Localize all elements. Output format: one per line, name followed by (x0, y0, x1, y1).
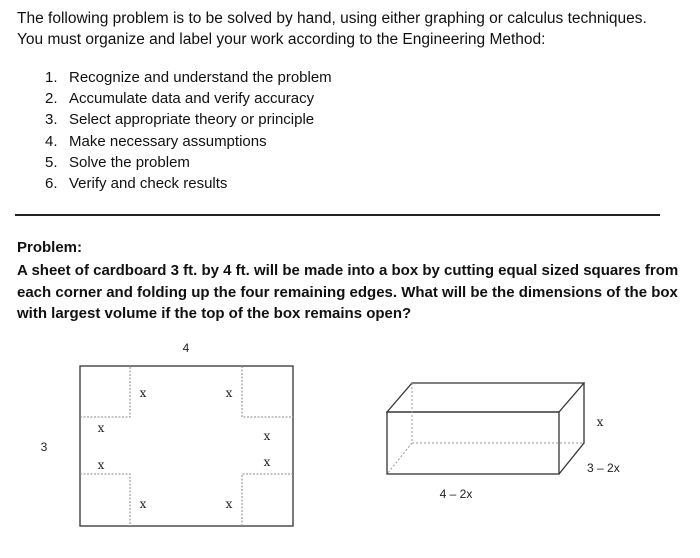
problem-heading: Problem: (17, 239, 83, 256)
box-top-opening (387, 383, 584, 412)
cut-label: x (225, 497, 233, 511)
box-depth-label: 3 – 2x (587, 461, 620, 475)
step-number: 4. (45, 132, 58, 150)
step-text: Solve the problem (69, 153, 190, 171)
step-number: 1. (45, 69, 58, 86)
instructions-line-2: You must organize and label your work according to the Engineering Method: (17, 31, 546, 48)
box-length-label: 4 – 2x (439, 487, 473, 501)
step-text: Accumulate data and verify accuracy (69, 90, 315, 108)
cut-top-left (80, 366, 130, 417)
cut-label: x (139, 386, 147, 400)
box-height-label: x (596, 415, 604, 429)
box-hidden-edge (387, 443, 412, 474)
step-number: 3. (45, 111, 58, 129)
cut-label: x (263, 455, 271, 469)
step-number: 6. (45, 175, 58, 193)
step-text: Recognize and understand the problem (69, 69, 332, 86)
cut-label: x (139, 497, 147, 511)
sheet-outline (80, 366, 293, 526)
step-text: Select appropriate theory or principle (69, 111, 315, 129)
cut-label: x (263, 429, 271, 443)
sheet-height-label: 3 (40, 440, 48, 454)
cut-label: x (97, 421, 105, 435)
box-hidden-edges (412, 383, 584, 443)
cut-label: x (97, 458, 105, 472)
step-number: 2. (45, 90, 58, 108)
cardboard-sheet-figure (41, 341, 293, 526)
instructions-line-1: The following problem is to be solved by hand, using either graphing or calculus techniques. (17, 10, 647, 27)
cut-bottom-right (242, 474, 293, 526)
step-text: Verify and check results (69, 175, 228, 193)
problem-statement: A sheet of cardboard 3 ft. by 4 ft. will be made into a box by cutting equal sized squares from each corner and folding up the four remaining edges. What will be the dimensions of the box with largest volume if the top of the box remains open? (17, 262, 679, 322)
step-text: Make necessary assumptions (69, 132, 267, 150)
cut-label: x (225, 386, 233, 400)
open-box-figure (387, 383, 620, 501)
step-number: 5. (45, 153, 58, 171)
sheet-width-label: 4 (182, 341, 190, 355)
cut-top-right (242, 366, 293, 417)
cut-bottom-left (80, 474, 130, 526)
